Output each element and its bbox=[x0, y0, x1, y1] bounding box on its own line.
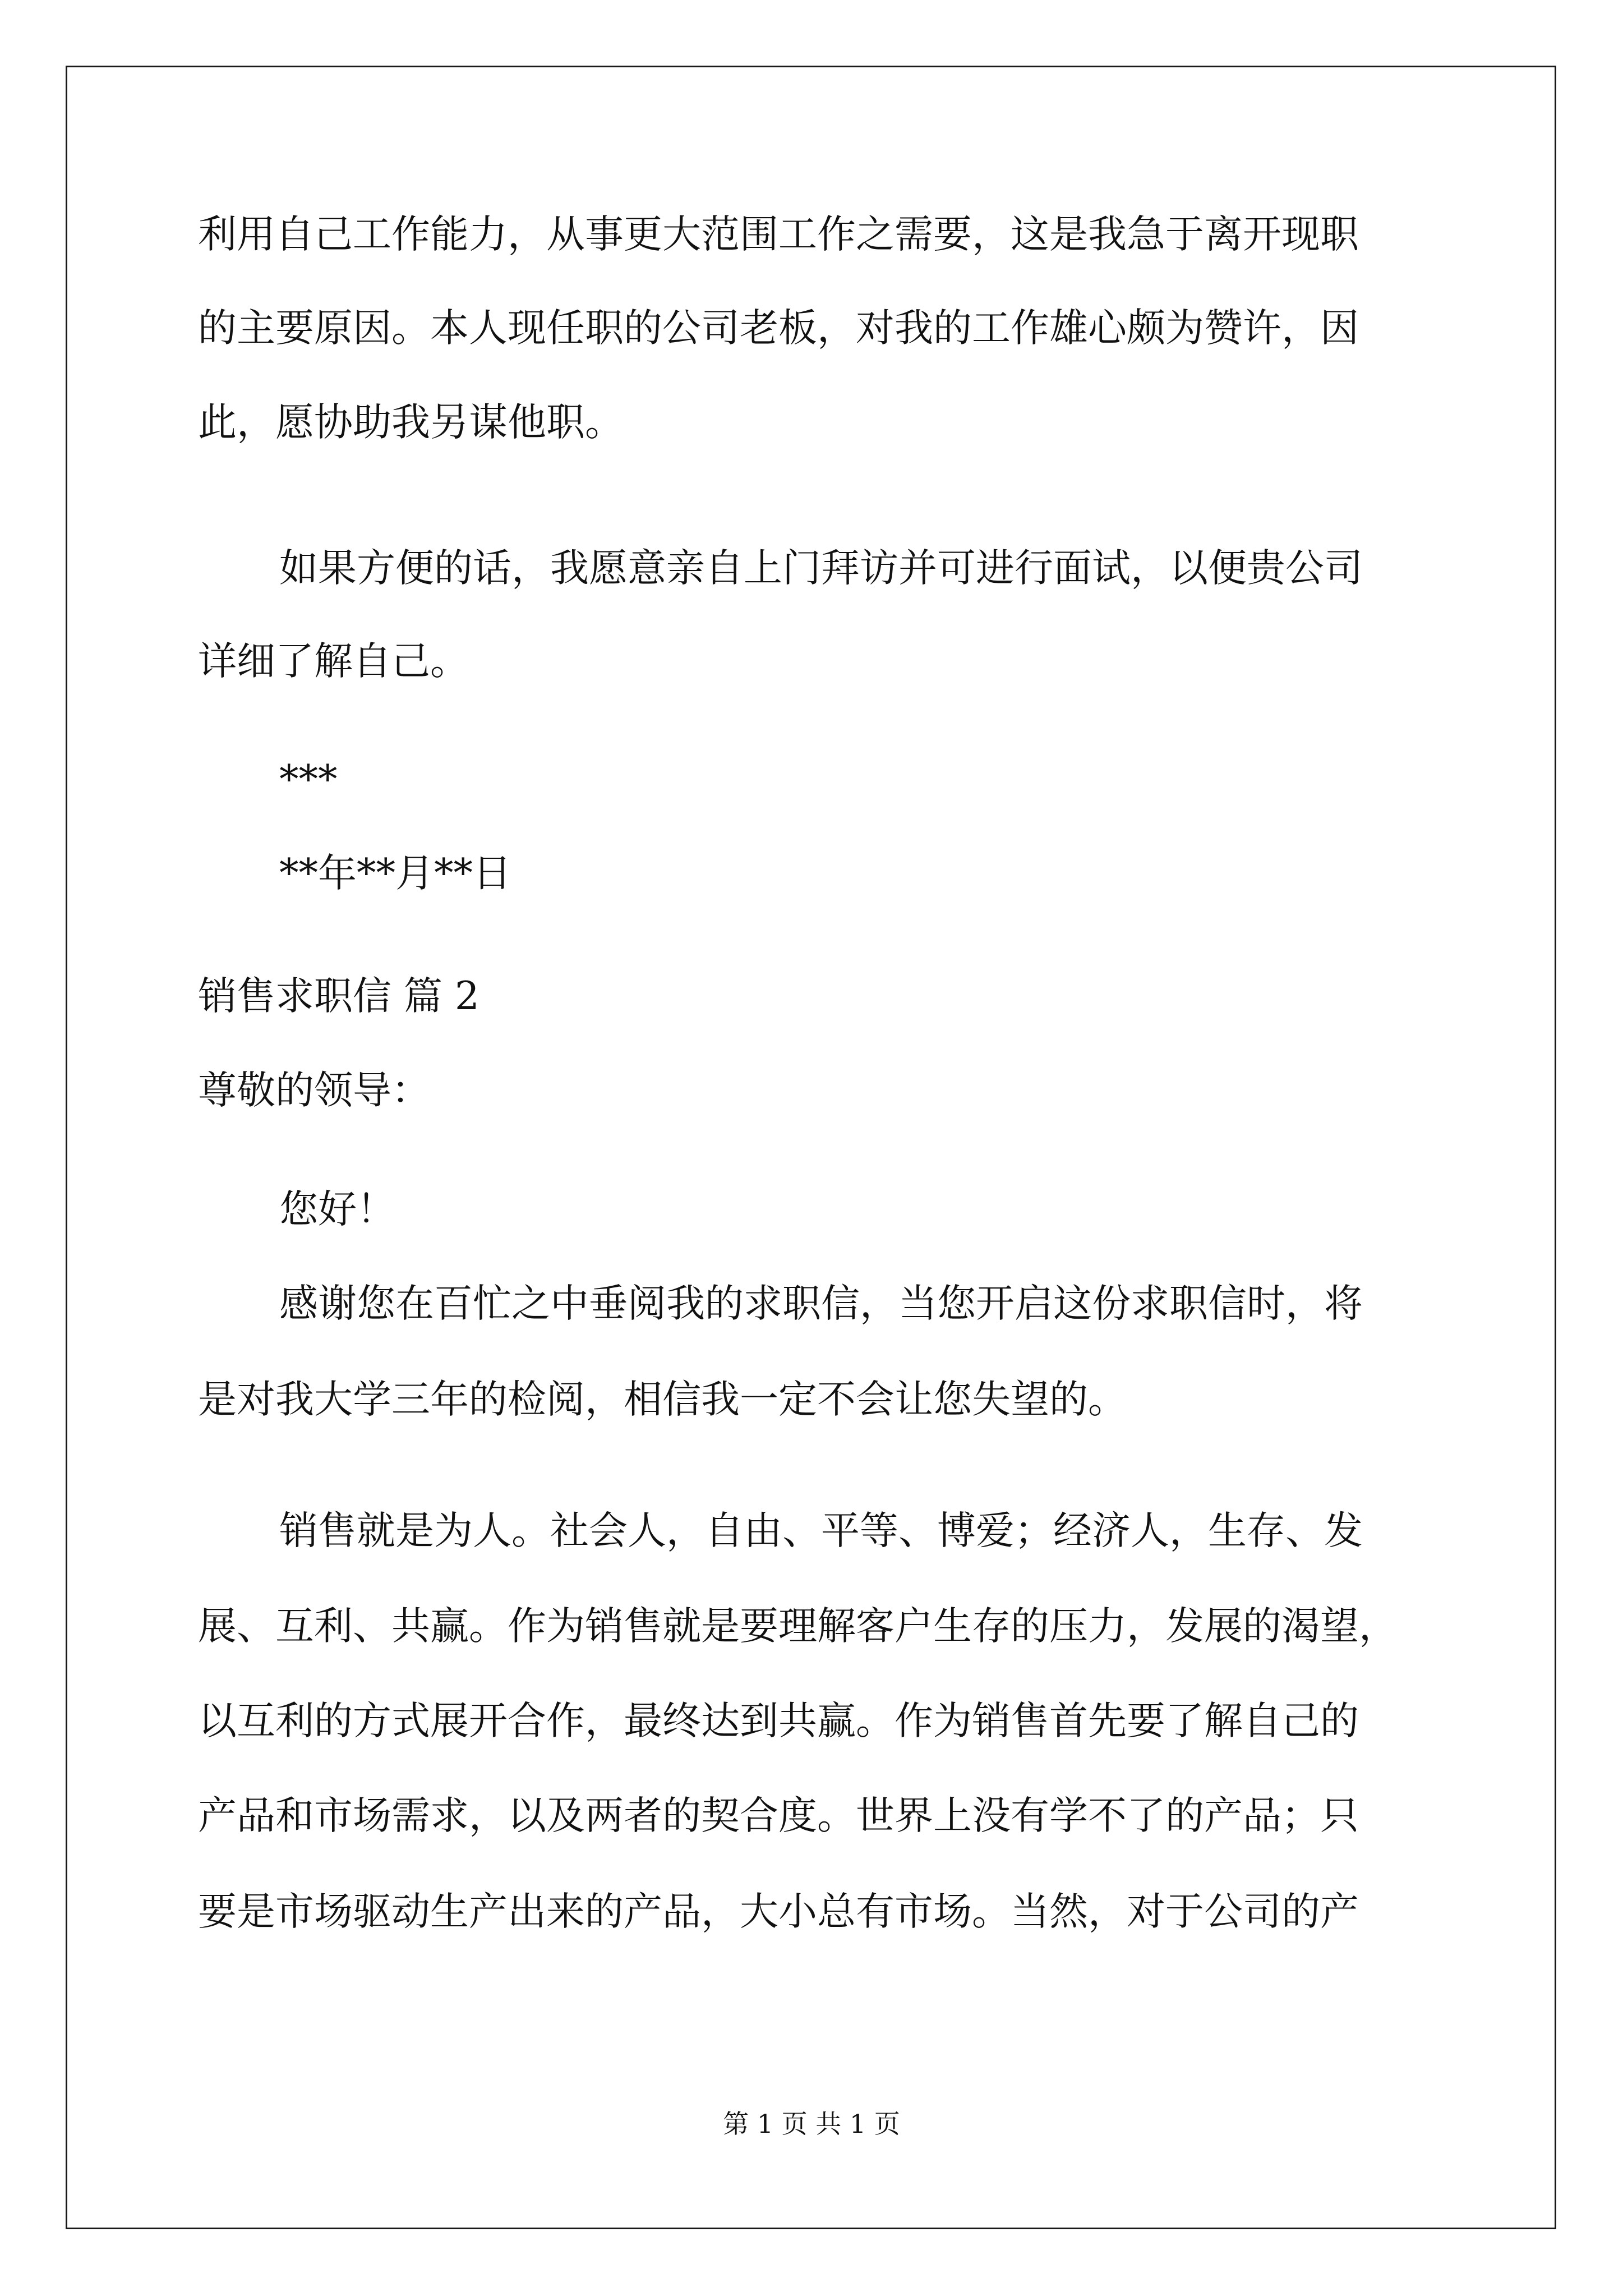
text-line: 如果方便的话，我愿意亲自上门拜访并可进行面试，以便贵公司 bbox=[279, 546, 1363, 591]
text-line: 以互利的方式展开合作，最终达到共赢。作为销售首先要了解自己的 bbox=[198, 1699, 1359, 1743]
text-line: 产品和市场需求，以及两者的契合度。世界上没有学不了的产品；只 bbox=[198, 1793, 1359, 1838]
text-line: 销售就是为人。社会人，自由、平等、博爱；经济人，生存、发 bbox=[279, 1508, 1363, 1553]
greeting: 您好！ bbox=[279, 1187, 395, 1232]
text-line: 利用自己工作能力，从事更大范围工作之需要，这是我急于离开现职 bbox=[198, 212, 1359, 257]
text-line: 要是市场驱动生产出来的产品，大小总有市场。当然，对于公司的产 bbox=[198, 1889, 1359, 1934]
salutation: 尊敬的领导： bbox=[198, 1068, 430, 1113]
text-line: 展、互利、共赢。作为销售就是要理解客户生存的压力，发展的渴望， bbox=[198, 1604, 1398, 1649]
text-line: 此，愿协助我另谋他职。 bbox=[198, 400, 624, 445]
text-line: 感谢您在百忙之中垂阅我的求职信，当您开启这份求职信时，将 bbox=[279, 1281, 1363, 1326]
text-line: 的主要原因。本人现任职的公司老板，对我的工作雄心颇为赞许，因 bbox=[198, 306, 1359, 351]
section-heading: 销售求职信 篇 2 bbox=[198, 974, 479, 1019]
text-line: 详细了解自己。 bbox=[198, 639, 469, 684]
page-number-footer: 第 1 页 共 1 页 bbox=[723, 2109, 900, 2139]
text-line: 是对我大学三年的检阅，相信我一定不会让您失望的。 bbox=[198, 1377, 1127, 1422]
signature-date: **年**月**日 bbox=[279, 851, 511, 896]
signature-name: *** bbox=[279, 757, 338, 802]
